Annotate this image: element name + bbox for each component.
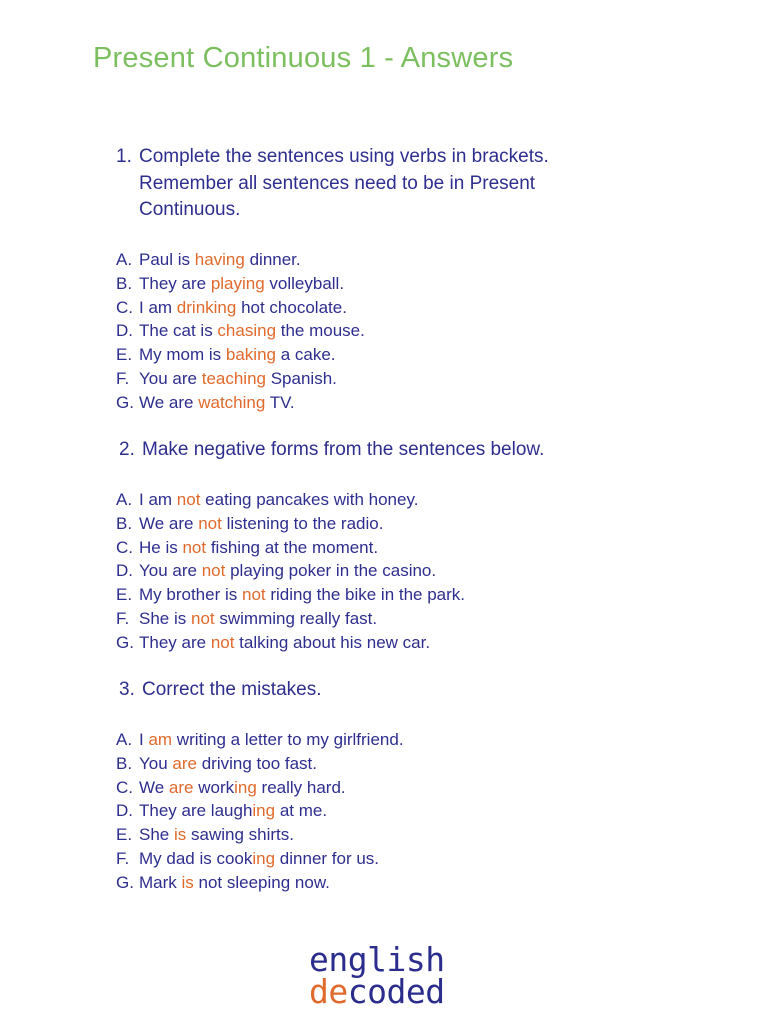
exercise-text: Make negative forms from the sentences below. <box>142 439 545 460</box>
exercise-number: 1. <box>116 146 132 167</box>
page-title: Present Continuous 1 - Answers <box>93 42 514 74</box>
exercise-text: Correct the mistakes. <box>142 679 322 700</box>
logo-line-1: english <box>309 940 445 979</box>
logo-line-2: decoded <box>309 972 445 1011</box>
exercise-number: 2. <box>119 439 135 460</box>
exercise-number: 3. <box>119 679 135 700</box>
exercise-text: Complete the sentences using verbs in brackets. Remember all sentences need to be in Present Continuous. <box>139 146 549 220</box>
english-decoded-logo <box>309 940 445 1011</box>
